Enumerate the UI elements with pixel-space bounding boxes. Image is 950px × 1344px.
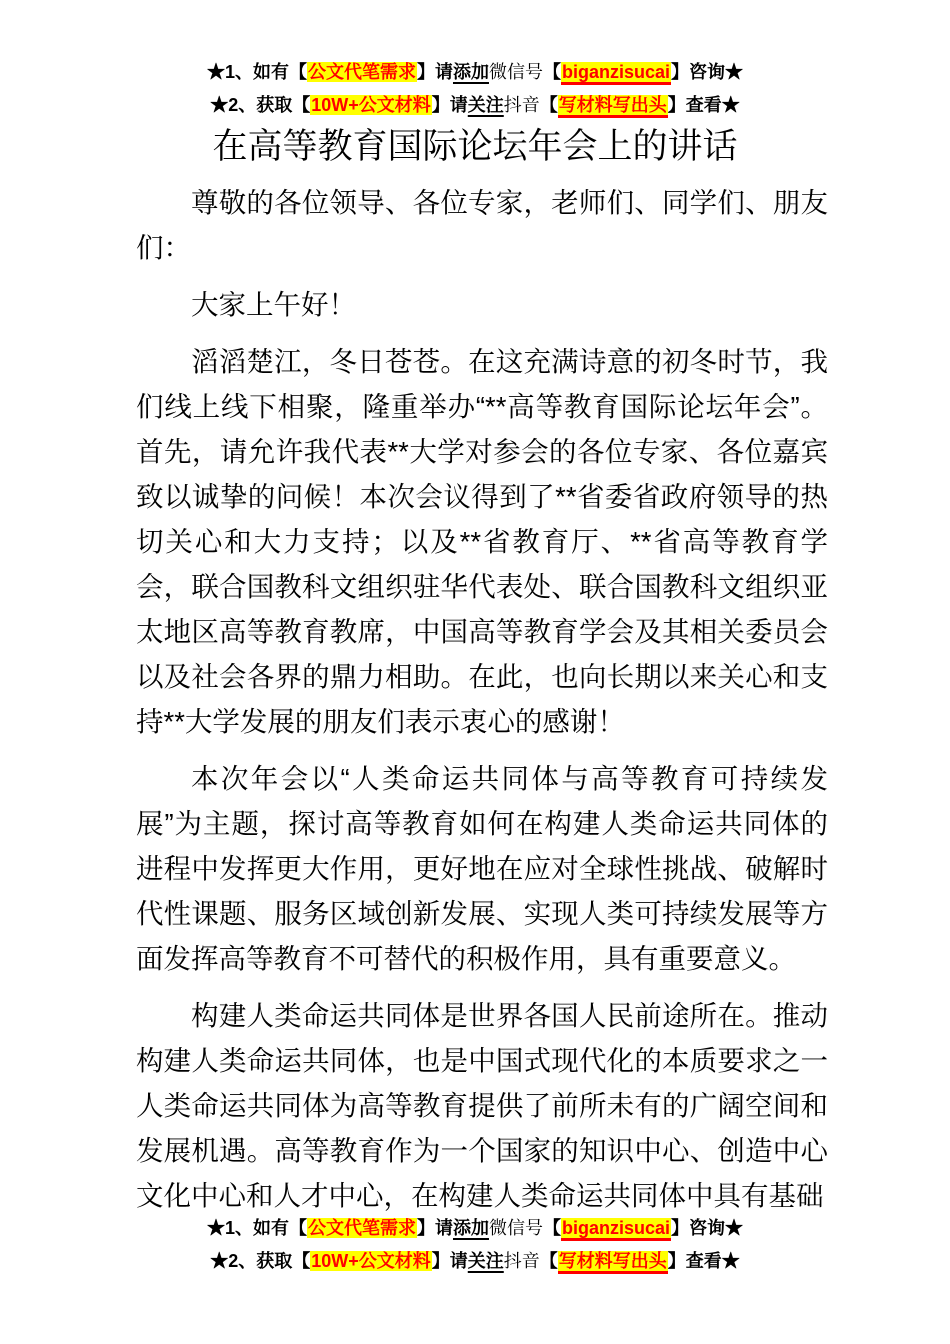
promo-action-follow: 关注	[467, 1251, 504, 1271]
promo-action-follow: 关注	[467, 95, 504, 115]
promo-text: 【	[542, 62, 561, 82]
promo-text: 】咨询★	[671, 62, 744, 82]
promo-text: 抖音	[503, 1251, 540, 1271]
promo-text: ★2、获取【	[210, 95, 311, 115]
promo-text: ★1、如有【	[206, 62, 307, 82]
promo-highlight-douyin-name: 写材料写出头	[558, 95, 668, 118]
promo-line-1	[0, 56, 950, 89]
promo-banner-top	[0, 56, 950, 122]
paragraph-community: 构建人类命运共同体是世界各国人民前途所在。推动构建人类命运共同体，也是中国式现代化的本质要求之一人类命运共同体为高等教育提供了前所未有的广阔空间和发展机遇。高等教育作为一个国家的知识中心、创造中心文化中心和人才中心，在构建人类命运共同体中具有基础	[136, 1000, 828, 1211]
paragraph-greeting: 大家上午好！	[191, 289, 356, 320]
promo-action-add: 添加	[452, 62, 489, 82]
promo-line-2	[0, 89, 950, 122]
promo-text: 】查看★	[667, 95, 740, 115]
promo-highlight-wechat-id: biganzisucai	[561, 1218, 671, 1241]
promo-highlight-douyin-name: 写材料写出头	[558, 1251, 668, 1274]
promo-highlight-materials: 10W+公文材料	[311, 95, 431, 115]
promo-text: 【	[542, 1218, 561, 1238]
promo-highlight-service: 公文代笔需求	[307, 1218, 416, 1238]
promo-action-add: 添加	[452, 1218, 489, 1238]
promo-banner-bottom	[0, 1212, 950, 1278]
promo-text: ★1、如有【	[206, 1218, 307, 1238]
promo-text: 微信号	[488, 62, 543, 82]
promo-text: 】查看★	[667, 1251, 740, 1271]
paragraph-salutation: 尊敬的各位领导、各位专家，老师们、同学们、朋友们：	[136, 187, 828, 263]
promo-highlight-materials: 10W+公文材料	[311, 1251, 431, 1271]
promo-text: 】请	[431, 95, 468, 115]
promo-highlight-wechat-id: biganzisucai	[561, 62, 671, 85]
document-title: 在高等教育国际论坛年会上的讲话	[212, 127, 738, 166]
promo-text: 】咨询★	[671, 1218, 744, 1238]
paragraph-theme: 本次年会以“人类命运共同体与高等教育可持续发展”为主题，探讨高等教育如何在构建人类命运共同体的进程中发挥更大作用，更好地在应对全球性挑战、破解时代性课题、服务区域创新发展、实现人类可持续发展等方面发挥高等教育不可替代的积极作用，具有重要意义。	[136, 763, 828, 974]
promo-text: 抖音	[503, 95, 540, 115]
promo-text: 】请	[416, 1218, 453, 1238]
document-body	[136, 180, 828, 1230]
promo-line-1	[0, 1212, 950, 1245]
promo-text: 】请	[431, 1251, 468, 1271]
promo-line-2	[0, 1245, 950, 1278]
promo-highlight-service: 公文代笔需求	[307, 62, 416, 82]
paragraph-welcome: 滔滔楚江，冬日苍苍。在这充满诗意的初冬时节，我们线上线下相聚，隆重举办“**高等教育国际论坛年会”。首先，请允许我代表**大学对参会的各位专家、各位嘉宾致以诚挚的问候！本次会议得到了**省委省政府领导的热切关心和大力支持；以及**省教育厅、**省高等教育学会，联合国教科文组织驻华代表处、联合国教科文组织亚太地区高等教育教席，中国高等教育学会及其相关委员会以及社会各界的鼎力相助。在此，也向长期以来关心和支持**大学发展的朋友们表示衷心的感谢！	[136, 346, 828, 737]
promo-text: ★2、获取【	[210, 1251, 311, 1271]
promo-text: 【	[539, 95, 558, 115]
promo-text: 】请	[416, 62, 453, 82]
promo-text: 微信号	[488, 1218, 543, 1238]
promo-text: 【	[539, 1251, 558, 1271]
